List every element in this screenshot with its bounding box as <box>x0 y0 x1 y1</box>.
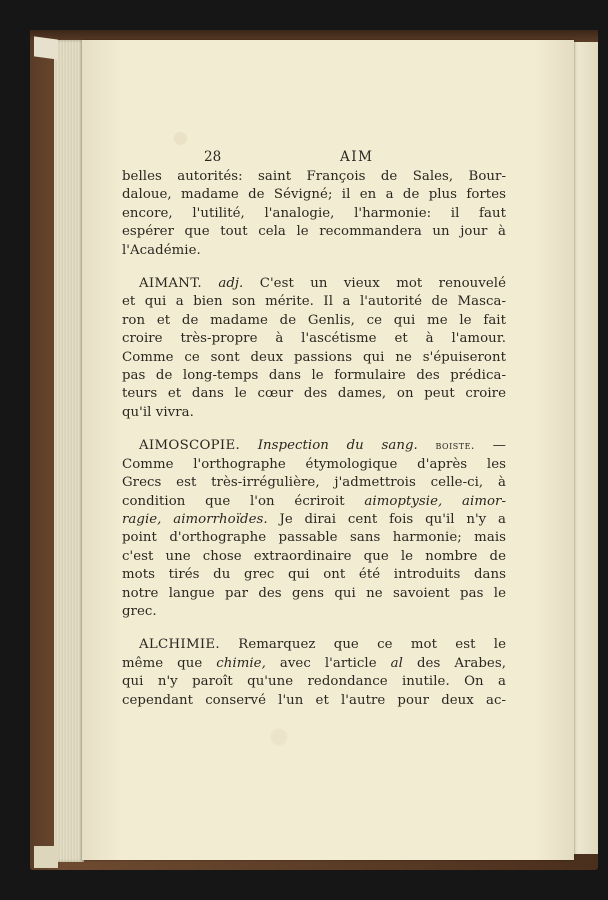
text-line: Comme ce sont deux passions qui ne s'épuiseront <box>122 349 506 365</box>
entry-abbreviation: adj. <box>218 276 244 292</box>
text-line: l'Académie. <box>122 242 201 258</box>
text-line: grec. <box>122 603 157 619</box>
text-fragment: Remarquez que ce mot est le <box>219 637 506 653</box>
text-line: cependant conservé l'un et l'autre pour deux ac- <box>122 692 506 708</box>
page-corner-top <box>34 36 58 59</box>
text-line: qui n'y paroît qu'une redondance inutile. On a <box>122 674 506 690</box>
text-line: espérer que tout cela le recommandera un jour à <box>122 224 506 240</box>
paragraph-continuation <box>122 168 506 260</box>
entry-alchimie <box>122 636 506 710</box>
text-line: encore, l'utilité, l'analogie, l'harmonie: il faut <box>122 205 506 221</box>
text-fragment: des Arabes, <box>402 655 507 671</box>
entry-first-line <box>122 275 506 293</box>
em-dash: — <box>474 438 507 454</box>
entry-aimoscopie <box>122 437 506 621</box>
text-fragment: avec l'article <box>265 655 391 671</box>
text-line: pas de long-temps dans le formulaire des prédica- <box>122 368 506 384</box>
text-line: daloue, madame de Sévigné; il en a de plus fortes <box>122 187 506 203</box>
text-fragment: C'est un vieux mot renouvelé <box>243 276 506 292</box>
text-line: belles autorités: saint François de Sales, Bour- <box>122 169 506 184</box>
text-fragment: même que <box>122 655 217 671</box>
text-line: Grecs est très-irrégulière, j'admettrois celle-ci, à <box>122 475 506 491</box>
text-line: Comme l'orthographe étymologique d'après les <box>122 456 506 472</box>
text-line <box>122 655 506 673</box>
entry-aimant <box>122 275 506 422</box>
text-line: c'est une chose extraordinaire que le nombre de <box>122 548 506 564</box>
text-line: point d'orthographe passable sans harmonie; mais <box>122 530 506 546</box>
running-head-word: AIM <box>340 149 374 165</box>
text-line: croire très-propre à l'ascétisme et à l'amour. <box>122 331 506 347</box>
italic-words: ragie, aimorrhoïdes. <box>122 511 268 527</box>
italic-word: chimie, <box>216 655 266 671</box>
italic-word: al <box>390 655 403 671</box>
page-corner-bottom <box>34 846 58 868</box>
entry-headword: AIMANT. <box>139 276 202 292</box>
entry-definition: Inspection du sang. <box>257 438 418 454</box>
text-fragment: condition que l'on écriroit <box>122 493 365 509</box>
running-head <box>122 148 506 166</box>
text-line: teurs et dans le cœur des dames, on peut croire <box>122 386 506 402</box>
text-line: ron et de madame de Genlis, ce qui me le fait <box>122 312 506 328</box>
text-line: mots tirés du grec qui ont été introduits dans <box>122 567 506 583</box>
text-line: et qui a bien son mérite. Il a l'autorité de Masca- <box>122 294 506 310</box>
page-stack-edge <box>54 40 84 862</box>
entry-headword: AIMOSCOPIE. <box>139 438 240 454</box>
text-fragment: Je dirai cent fois qu'il n'y a <box>267 511 506 527</box>
page-number: 28 <box>204 149 222 165</box>
text-line <box>122 493 506 511</box>
text-line: qu'il vivra. <box>122 404 194 420</box>
italic-words: aimoptysie, aimor- <box>364 493 506 509</box>
text-line <box>122 511 506 529</box>
page-text <box>122 148 506 710</box>
entry-first-line <box>122 636 506 654</box>
text-line: notre langue par des gens qui ne savoient pas le <box>122 585 506 601</box>
entry-source: boiste. <box>435 439 475 453</box>
entry-first-line <box>122 437 506 455</box>
entry-headword: ALCHIMIE. <box>139 637 220 653</box>
